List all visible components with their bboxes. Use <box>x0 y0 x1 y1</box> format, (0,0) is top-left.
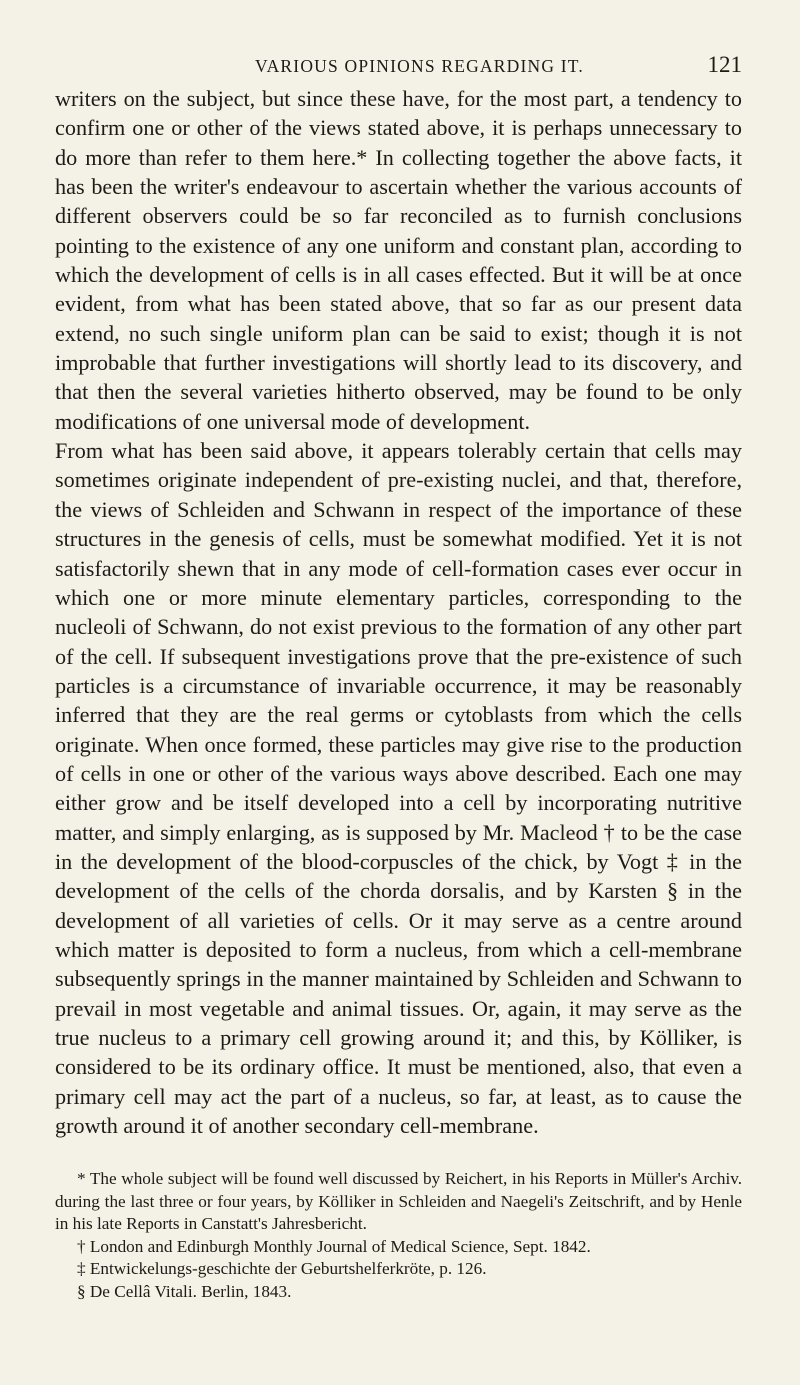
footnotes <box>55 1168 742 1303</box>
body-text <box>55 84 742 1140</box>
footnote-double-dagger: ‡ Entwickelungs-geschichte der Geburtshelferkröte, p. 126. <box>77 1259 487 1278</box>
footnote-dagger: † London and Edinburgh Monthly Journal of Medical Science, Sept. 1842. <box>77 1236 591 1256</box>
paragraph-continuation: writers on the subject, but since these have, for the most part, a tendency to confirm one or other of the views stated above, it is perhaps unnecessary to do more than refer to them here.* In collecting together the above facts, it has been the writer's endeavour to ascertain whether the various accounts of different observers could be so far reconciled as to furnish conclusions pointing to the existence of any one uniform and constant plan, according to which the development of cells is in all cases effected. But it will be at once evident, from what has been stated above, that so far as our present data extend, no such single uniform plan can be said to exist; though it is not improbable that further investigations will shortly lead to its discovery, and that then the several varieties hitherto observed, may be found to be only modifications of one universal mode of development. <box>55 86 742 434</box>
footnote-star: * The whole subject will be found well discussed by Reichert, in his Reports in Müller's Archiv. during the last three or four years, by Kölliker in Schleiden and Naegeli's Zeitschrift, and by Henle in his late Reports in Canstatt's Jahresbericht. <box>55 1169 742 1233</box>
page-number: 121 <box>707 52 742 77</box>
footnote-section: § De Cellâ Vitali. Berlin, 1843. <box>77 1281 292 1301</box>
paragraph: From what has been said above, it appears tolerably certain that cells may sometimes originate independent of pre-existing nuclei, and that, therefore, the views of Schleiden and Schwann in respect of the importance of these structures in the genesis of cells, must be somewhat modified. Yet it is not satisfactorily shewn that in any mode of cell-formation cases ever occur in which one or more minute elementary particles, corresponding to the nucleoli of Schwann, do not exist previous to the formation of any other part of the cell. If subsequent investigations prove that the pre-existence of such particles is a circumstance of invariable occurrence, it may be reasonably inferred that they are the real germs or cytoblasts from which the cells originate. When once formed, these particles may give rise to the production of cells in one or other of the various ways above described. Each one may either grow and be itself developed into a cell by incorporating nutritive matter, and simply enlarging, as is supposed by Mr. Macleod † to be the case in the development of the blood-corpuscles of the chick, by Vogt ‡ in the development of the cells of the chorda dorsalis, and by Karsten § in the development of all varieties of cells. Or it may serve as a centre around which matter is deposited to form a nucleus, from which a cell-membrane subsequently springs in the manner maintained by Schleiden and Schwann to prevail in most vegetable and animal tissues. Or, again, it may serve as the true nucleus to a primary cell growing around it; and this, by Kölliker, is considered to be its ordinary office. It must be mentioned, also, that even a primary cell may act the part of a nucleus, so far, at least, as to cause the growth around it of another secondary cell-membrane. <box>55 438 742 1139</box>
running-title: VARIOUS OPINIONS REGARDING IT. <box>255 56 584 76</box>
page-header <box>0 52 800 80</box>
